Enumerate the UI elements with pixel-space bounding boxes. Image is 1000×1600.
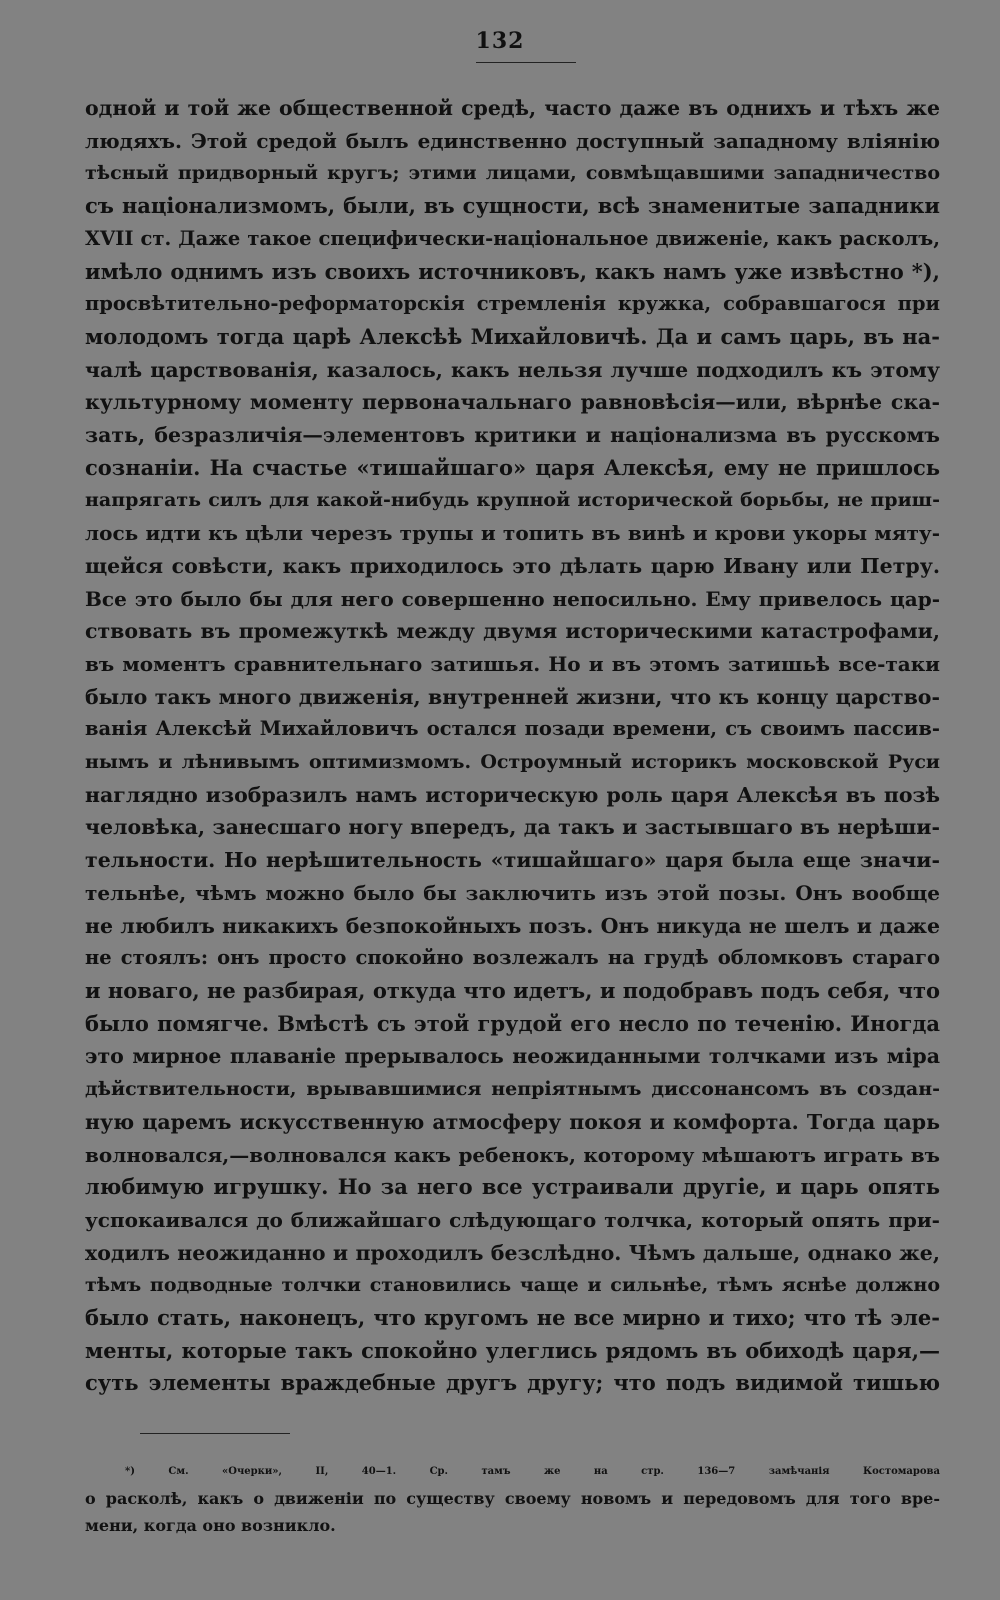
body-line: напрягать силъ для какой-нибудь крупной исторической борьбы, не приш- <box>85 489 940 512</box>
body-line: одной и той же общественной средѣ, часто даже въ однихъ и тѣхъ же <box>85 96 940 120</box>
body-line: сознаніи. На счастье «тишайшаго» царя Алексѣя, ему не пришлось <box>85 454 940 480</box>
page-number-rule <box>476 62 576 63</box>
body-line: волновался,—волновался какъ ребенокъ, которому мѣшаютъ играть въ <box>85 1142 940 1167</box>
body-line: дѣйствительности, врывавшимися непріятнымъ диссонансомъ въ создан- <box>85 1078 940 1101</box>
body-line: щейся совѣсти, какъ приходилось это дѣлать царю Ивану или Петру. <box>85 553 940 578</box>
body-line: людяхъ. Этой средой былъ единственно доступный западному вліянію <box>85 128 940 153</box>
body-line: тельнѣе, чѣмъ можно было бы заключить изъ этой позы. Онъ вообще <box>85 880 940 905</box>
body-line: имѣло однимъ изъ своихъ источниковъ, какъ намъ уже извѣстно *), <box>85 258 940 284</box>
body-line: въ моментъ сравнительнаго затишья. Но и въ этомъ затишьѣ все-таки <box>85 651 940 676</box>
body-line: и новаго, не разбирая, откуда что идетъ, и подобравъ подъ себя, что <box>85 977 940 1003</box>
footnote <box>85 1458 940 1539</box>
body-line: было помягче. Вмѣстѣ съ этой грудой его несло по теченію. Иногда <box>85 1010 940 1036</box>
body-line: суть элементы враждебные другъ другу; что подъ видимой тишью <box>85 1370 940 1396</box>
body-line: тѣмъ подводные толчки становились чаще и сильнѣе, тѣмъ яснѣе должно <box>85 1274 940 1297</box>
body-line: успокаивался до ближайшаго слѣдующаго толчка, который опять при- <box>85 1207 940 1232</box>
body-line: лось идти къ цѣли черезъ трупы и топить въ винѣ и крови укоры мяту- <box>85 521 940 546</box>
body-line: тельности. Но нерѣшительность «тишайшаго» царя была еще значи- <box>85 848 940 873</box>
body-line: любимую игрушку. Но за него все устраивали другіе, и царь опять <box>85 1174 940 1200</box>
footnote-line: мени, когда оно возникло. <box>85 1516 336 1535</box>
body-text <box>85 92 940 1400</box>
footnote-rule <box>140 1433 290 1434</box>
body-line: менты, которые такъ спокойно улеглись рядомъ въ обиходѣ царя,— <box>85 1337 940 1363</box>
body-line: ходилъ неожиданно и проходилъ безслѣдно. Чѣмъ дальше, однако же, <box>85 1240 940 1265</box>
body-line: ствовать въ промежуткѣ между двумя историческими катастрофами, <box>85 619 940 644</box>
body-line: молодомъ тогда царѣ Алексѣѣ Михайловичѣ. Да и самъ царь, въ на- <box>85 323 940 349</box>
body-line: просвѣтительно-реформаторскія стремленія кружка, собравшагося при <box>85 292 940 316</box>
body-line: съ націонализмомъ, были, въ сущности, всѣ знаменитые западники <box>85 193 940 219</box>
body-line: это мирное плаваніе прерывалось неожиданными толчками изъ міра <box>85 1044 940 1069</box>
body-line: ную царемъ искусственную атмосферу покоя и комфорта. Тогда царь <box>85 1109 940 1134</box>
body-line: не любилъ никакихъ безпокойныхъ позъ. Онъ никуда не шелъ и даже <box>85 913 940 938</box>
body-line: было стать, наконецъ, что кругомъ не все мирно и тихо; что тѣ эле- <box>85 1305 940 1331</box>
footnote-line: *) См. «Очерки», II, 40—1. Ср. тамъ же на стр. 136—7 замѣчанія Костомарова <box>125 1466 940 1477</box>
body-line: тѣсный придворный кругъ; этими лицами, совмѣщавшими западничество <box>85 162 940 185</box>
body-line: человѣка, занесшаго ногу впередъ, да такъ и застывшаго въ нерѣши- <box>85 815 940 840</box>
body-line: Все это было бы для него совершенно непосильно. Ему привелось цар- <box>85 586 940 611</box>
body-line: ванія Алексѣй Михайловичъ остался позади времени, съ своимъ пассив- <box>85 717 940 741</box>
body-line: нымъ и лѣнивымъ оптимизмомъ. Остроумный историкъ московской Руси <box>85 751 940 774</box>
body-line: наглядно изобразилъ намъ историческую роль царя Алексѣя въ позѣ <box>85 782 940 807</box>
body-line: XVII ст. Даже такое специфически-національное движеніе, какъ расколъ, <box>85 226 940 250</box>
body-line: зать, безразличія—элементовъ критики и націонализма въ русскомъ <box>85 423 940 448</box>
footnote-line: о расколѣ, какъ о движеніи по существу своему новомъ и передовомъ для того вре- <box>85 1489 940 1508</box>
body-line: чалѣ царствованія, казалось, какъ нельзя лучше подходилъ къ этому <box>85 357 940 382</box>
body-line: культурному моменту первоначальнаго равновѣсія—или, вѣрнѣе ска- <box>85 390 940 415</box>
body-line: было такъ много движенія, внутренней жизни, что къ концу царство- <box>85 684 940 709</box>
body-line: не стоялъ: онъ просто спокойно возлежалъ на грудѣ обломковъ стараго <box>85 946 940 970</box>
page-number: 132 <box>475 28 525 54</box>
